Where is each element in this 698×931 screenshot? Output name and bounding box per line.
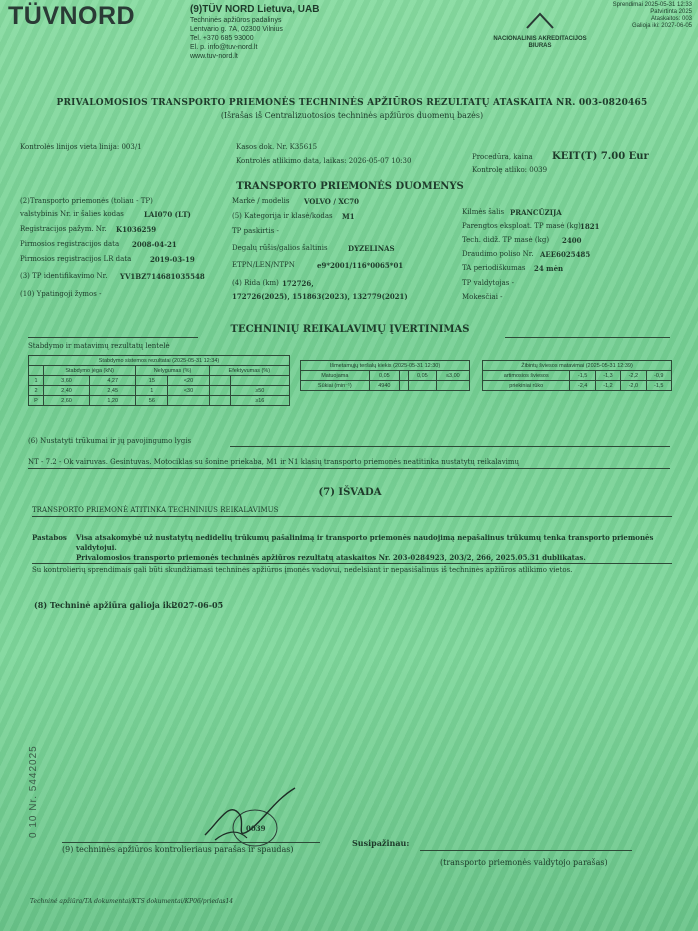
mileage-label: (4) Rida (km) [232, 279, 279, 287]
vehicle-section-heading: TRANSPORTO PRIEMONĖS DUOMENYS [236, 181, 464, 192]
plate-value: LAI070 (LT) [144, 210, 191, 219]
table-row [29, 386, 290, 396]
rule [28, 468, 670, 469]
cell: ≥16 [230, 396, 289, 406]
cash-doc-number: Kasos dok. Nr. K35615 [236, 143, 318, 151]
appeal-text: Su kontrolierių sprendimais gali būti skundžiamasi techninės apžiūros įmonės vadovui, nedelsiant ir nepasišalinus iš techninės apžiūros atlikimo vietos. [32, 566, 573, 574]
top-right-note-3: Ataskaitos: 003 [650, 16, 692, 22]
cell: 15 [136, 376, 168, 386]
rule [505, 337, 670, 338]
max-mass-value: 2400 [562, 236, 582, 245]
accreditation-logo-icon [523, 10, 557, 32]
cell: 4940 [369, 381, 400, 391]
stamp-number: 0039 [246, 824, 266, 833]
company-phone: Tel. +370 685 93000 [190, 35, 254, 42]
cell: <20 [168, 376, 209, 386]
conclusion-heading: (7) IŠVADA [318, 487, 382, 498]
origin-label: Kilmės šalis [462, 208, 505, 216]
plate-label: valstybinis Nr. ir šalies kodas [20, 210, 124, 218]
defects-text: NT - 7.2 - Ok vairuvas. Gesintuvas. Motociklas su šonine priekaba, M1 ir N1 klasių transporto priemonės neatitinka nustatytų reikalavimų [28, 458, 520, 466]
validity-date: 2027-06-05 [172, 600, 224, 610]
mileage-history: 172726(2025), 151863(2023), 132779(2021) [232, 292, 408, 301]
table-row [483, 381, 672, 391]
vin-label: (3) TP identifikavimo Nr. [20, 272, 108, 280]
inspection-period-label: TA periodiškumas [462, 264, 526, 272]
cell [408, 381, 436, 391]
registration-cert-label: Registracijos pažym. Nr. [20, 225, 107, 233]
table-row [301, 371, 470, 381]
brake-table-caption: Stabdymo sistemos rezultatai (2025-05-31 12:34) [29, 356, 290, 366]
brake-results-table [28, 355, 290, 406]
table-row [29, 396, 290, 406]
owner-signature-label: (transporto priemonės valdytojo parašas) [440, 858, 608, 867]
cell: ≥50 [230, 386, 289, 396]
inspector-signature-label: (9) techninės apžiūros kontrolieriaus parašas ir spaudas) [62, 845, 294, 854]
cell: -1,2 [595, 381, 620, 391]
rule [28, 337, 198, 338]
technical-heading: TECHNINIŲ REIKALAVIMŲ ĮVERTINIMAS [230, 324, 470, 335]
procedure-value: KEIT(T) 7.00 Eur [552, 151, 649, 162]
cell [209, 386, 230, 396]
cell: -2,0 [621, 381, 646, 391]
lt-registration-label: Pirmosios registracijos LR data [20, 255, 132, 263]
table-row [483, 371, 672, 381]
vehicle-owner: TP valdytojas - [462, 279, 514, 287]
company-address-2: Lentvario g. 7A, 02300 Vilnius [190, 26, 283, 33]
insurance-label: Draudimo poliso Nr. [462, 250, 534, 258]
emissions-table [300, 360, 470, 391]
report-subtitle: (Išrašas iš Centralizuotosios techninės apžiūros duomenų bazės) [220, 111, 484, 120]
cell: ≤3,00 [436, 371, 469, 381]
company-name: (9)TÜV NORD Lietuva, UAB [190, 4, 320, 15]
table-row [29, 376, 290, 386]
cell [209, 376, 230, 386]
cell: -1,5 [570, 371, 595, 381]
defects-label: (6) Nustatyti trūkumai ir jų pavojingumo lygis [28, 437, 192, 445]
cell: 1 [29, 376, 44, 386]
cell: 2 [29, 386, 44, 396]
company-email: El. p. info@tuv-nord.lt [190, 44, 258, 51]
lt-registration-value: 2019-03-19 [150, 255, 195, 264]
vin-value: YV1BZ714681035548 [120, 272, 205, 281]
cell: 0,05 [369, 371, 400, 381]
cell: 0,05 [408, 371, 436, 381]
cell: 2,40 [43, 386, 89, 396]
cell: -0,9 [646, 371, 672, 381]
rule [230, 446, 670, 447]
acknowledged-label: Susipažinau: [352, 838, 410, 848]
fuel-value: DYZELINAS [348, 244, 395, 253]
headlight-table-caption: Žibintų šviesos matavimai (2025-05-31 12:39) [483, 361, 672, 371]
company-web: www.tuv-nord.lt [190, 53, 238, 60]
curb-mass-label: Parengtos eksploat. TP masė (kg) [462, 222, 581, 230]
vehicle-intro: (2)Transporto priemonės (toliau - TP) [20, 197, 153, 205]
fuel-label: Degalų rūšis/galios šaltinis [232, 244, 328, 252]
procedure-label: Procedūra, kaina [472, 153, 533, 161]
cell [400, 371, 409, 381]
document-footer-path: Techninė apžiūra/TA dokumentai/KTS dokumentai/KP06/priedas14 [30, 898, 234, 905]
cell: Matuojama [301, 371, 370, 381]
cell: priekiniai rūko [483, 381, 570, 391]
cell: 1 [136, 386, 168, 396]
cell [400, 381, 409, 391]
cell [209, 396, 230, 406]
brake-force-header: Stabdymo jėga (kN) [43, 366, 135, 376]
cell: 56 [136, 396, 168, 406]
top-right-note-1: Sprendimai 2025-05-31 12:33 [612, 2, 692, 8]
cell [230, 376, 289, 386]
make-model-value: VOLVO / XC70 [304, 197, 359, 206]
insurance-value: AEE6025485 [540, 250, 591, 259]
cell: P [29, 396, 44, 406]
company-address-1: Techninės apžiūros padalinys [190, 17, 282, 24]
cell: 4,27 [90, 376, 136, 386]
cell [168, 396, 209, 406]
rule [32, 516, 672, 517]
special-marks: (10) Ypatingoji žymos - [20, 290, 102, 298]
measurement-table-label: Stabdymo ir matavimų rezultatų lentelė [28, 342, 170, 350]
validity-label: (8) Techninė apžiūra galioja iki [34, 600, 175, 610]
rule [32, 563, 672, 564]
origin-value: PRANCŪZIJA [510, 208, 562, 217]
first-registration-label: Pirmosios registracijos data [20, 240, 120, 248]
accreditation-name: NACIONALINIS AKREDITACIJOS BIURAS [493, 36, 587, 49]
cell: 1,20 [90, 396, 136, 406]
rule [420, 850, 632, 851]
notes-line-3: Privalomosios transporto priemonės techninės apžiūros rezultatų ataskaitos Nr. 203-0284923, 203/2, 266, 2025.05.31 dublikatas. [76, 553, 586, 562]
notes-line-2: valdytojui. [76, 543, 117, 552]
cell: 3,60 [43, 376, 89, 386]
inspection-datetime: Kontrolės atlikimo data, laikas: 2026-05-07 10:30 [236, 157, 412, 165]
emissions-table-caption: Išmetamųjų teršalų kiekis (2025-05-31 12:30) [301, 361, 470, 371]
category-value: M1 [342, 212, 355, 221]
inspection-period-value: 24 mėn [534, 264, 564, 273]
cell: 2,45 [90, 386, 136, 396]
vehicle-purpose: TP paskirtis - [232, 227, 279, 235]
cell: -2,2 [621, 371, 646, 381]
notes-line-1: Visa atsakomybė už nustatytų nedidelių trūkumų pašalinimą ir transporto priemonės naudojimą nepašalinus trūkumų tenka transporto priemonės [76, 533, 654, 542]
cell: -1,3 [595, 371, 620, 381]
tuv-nord-logo: TÜVNORD [8, 2, 136, 30]
headlight-table [482, 360, 672, 391]
max-mass-label: Tech. didž. TP masė (kg) [462, 236, 550, 244]
brake-efficiency-header: Efektyvumas (%) [209, 366, 289, 376]
notes-label: Pastabos [32, 533, 67, 542]
cell: <30 [168, 386, 209, 396]
fees: Mokesčiai - [462, 293, 503, 301]
brake-unevenness-header: Nelygumas (%) [136, 366, 209, 376]
first-registration-value: 2008-04-21 [132, 240, 177, 249]
cell: 2,60 [43, 396, 89, 406]
brake-col [29, 366, 44, 376]
registration-cert-value: K1036259 [116, 225, 157, 234]
cell: Sūkiai (min⁻¹) [301, 381, 370, 391]
top-right-note-4: Galioja iki: 2027-06-05 [631, 23, 692, 29]
control-line: Kontrolės linijos vieta linija: 003/1 [20, 143, 142, 151]
top-right-note-2: Patvirtinta 2025 [650, 9, 692, 15]
report-title: PRIVALOMOSIOS TRANSPORTO PRIEMONĖS TECHNINĖS APŽIŪROS REZULTATŲ ATASKAITA NR. 003-0820465 [56, 98, 648, 108]
make-model-label: Markė / modelis [232, 197, 290, 205]
category-label: (5) Kategorija ir klasė/kodas [232, 212, 333, 220]
type-approval-value: e9*2001/116*0065*01 [317, 261, 404, 270]
inspector-id: Kontrolę atliko: 0039 [472, 166, 548, 174]
curb-mass-value: 1821 [580, 222, 600, 231]
cell: artimosios šviesos [483, 371, 570, 381]
mileage-value: 172726, [282, 279, 314, 288]
table-row [301, 381, 470, 391]
cell: -2,4 [570, 381, 595, 391]
type-approval-label: ETPN/LEN/NTPN [232, 261, 295, 269]
serial-number: 0 10 Nr. 5442025 [28, 745, 39, 838]
cell: -1,5 [646, 381, 672, 391]
verdict-text: TRANSPORTO PRIEMONĖ ATITINKA TECHNINIUS REIKALAVIMUS [32, 506, 279, 514]
rule [62, 842, 320, 843]
cell [436, 381, 469, 391]
